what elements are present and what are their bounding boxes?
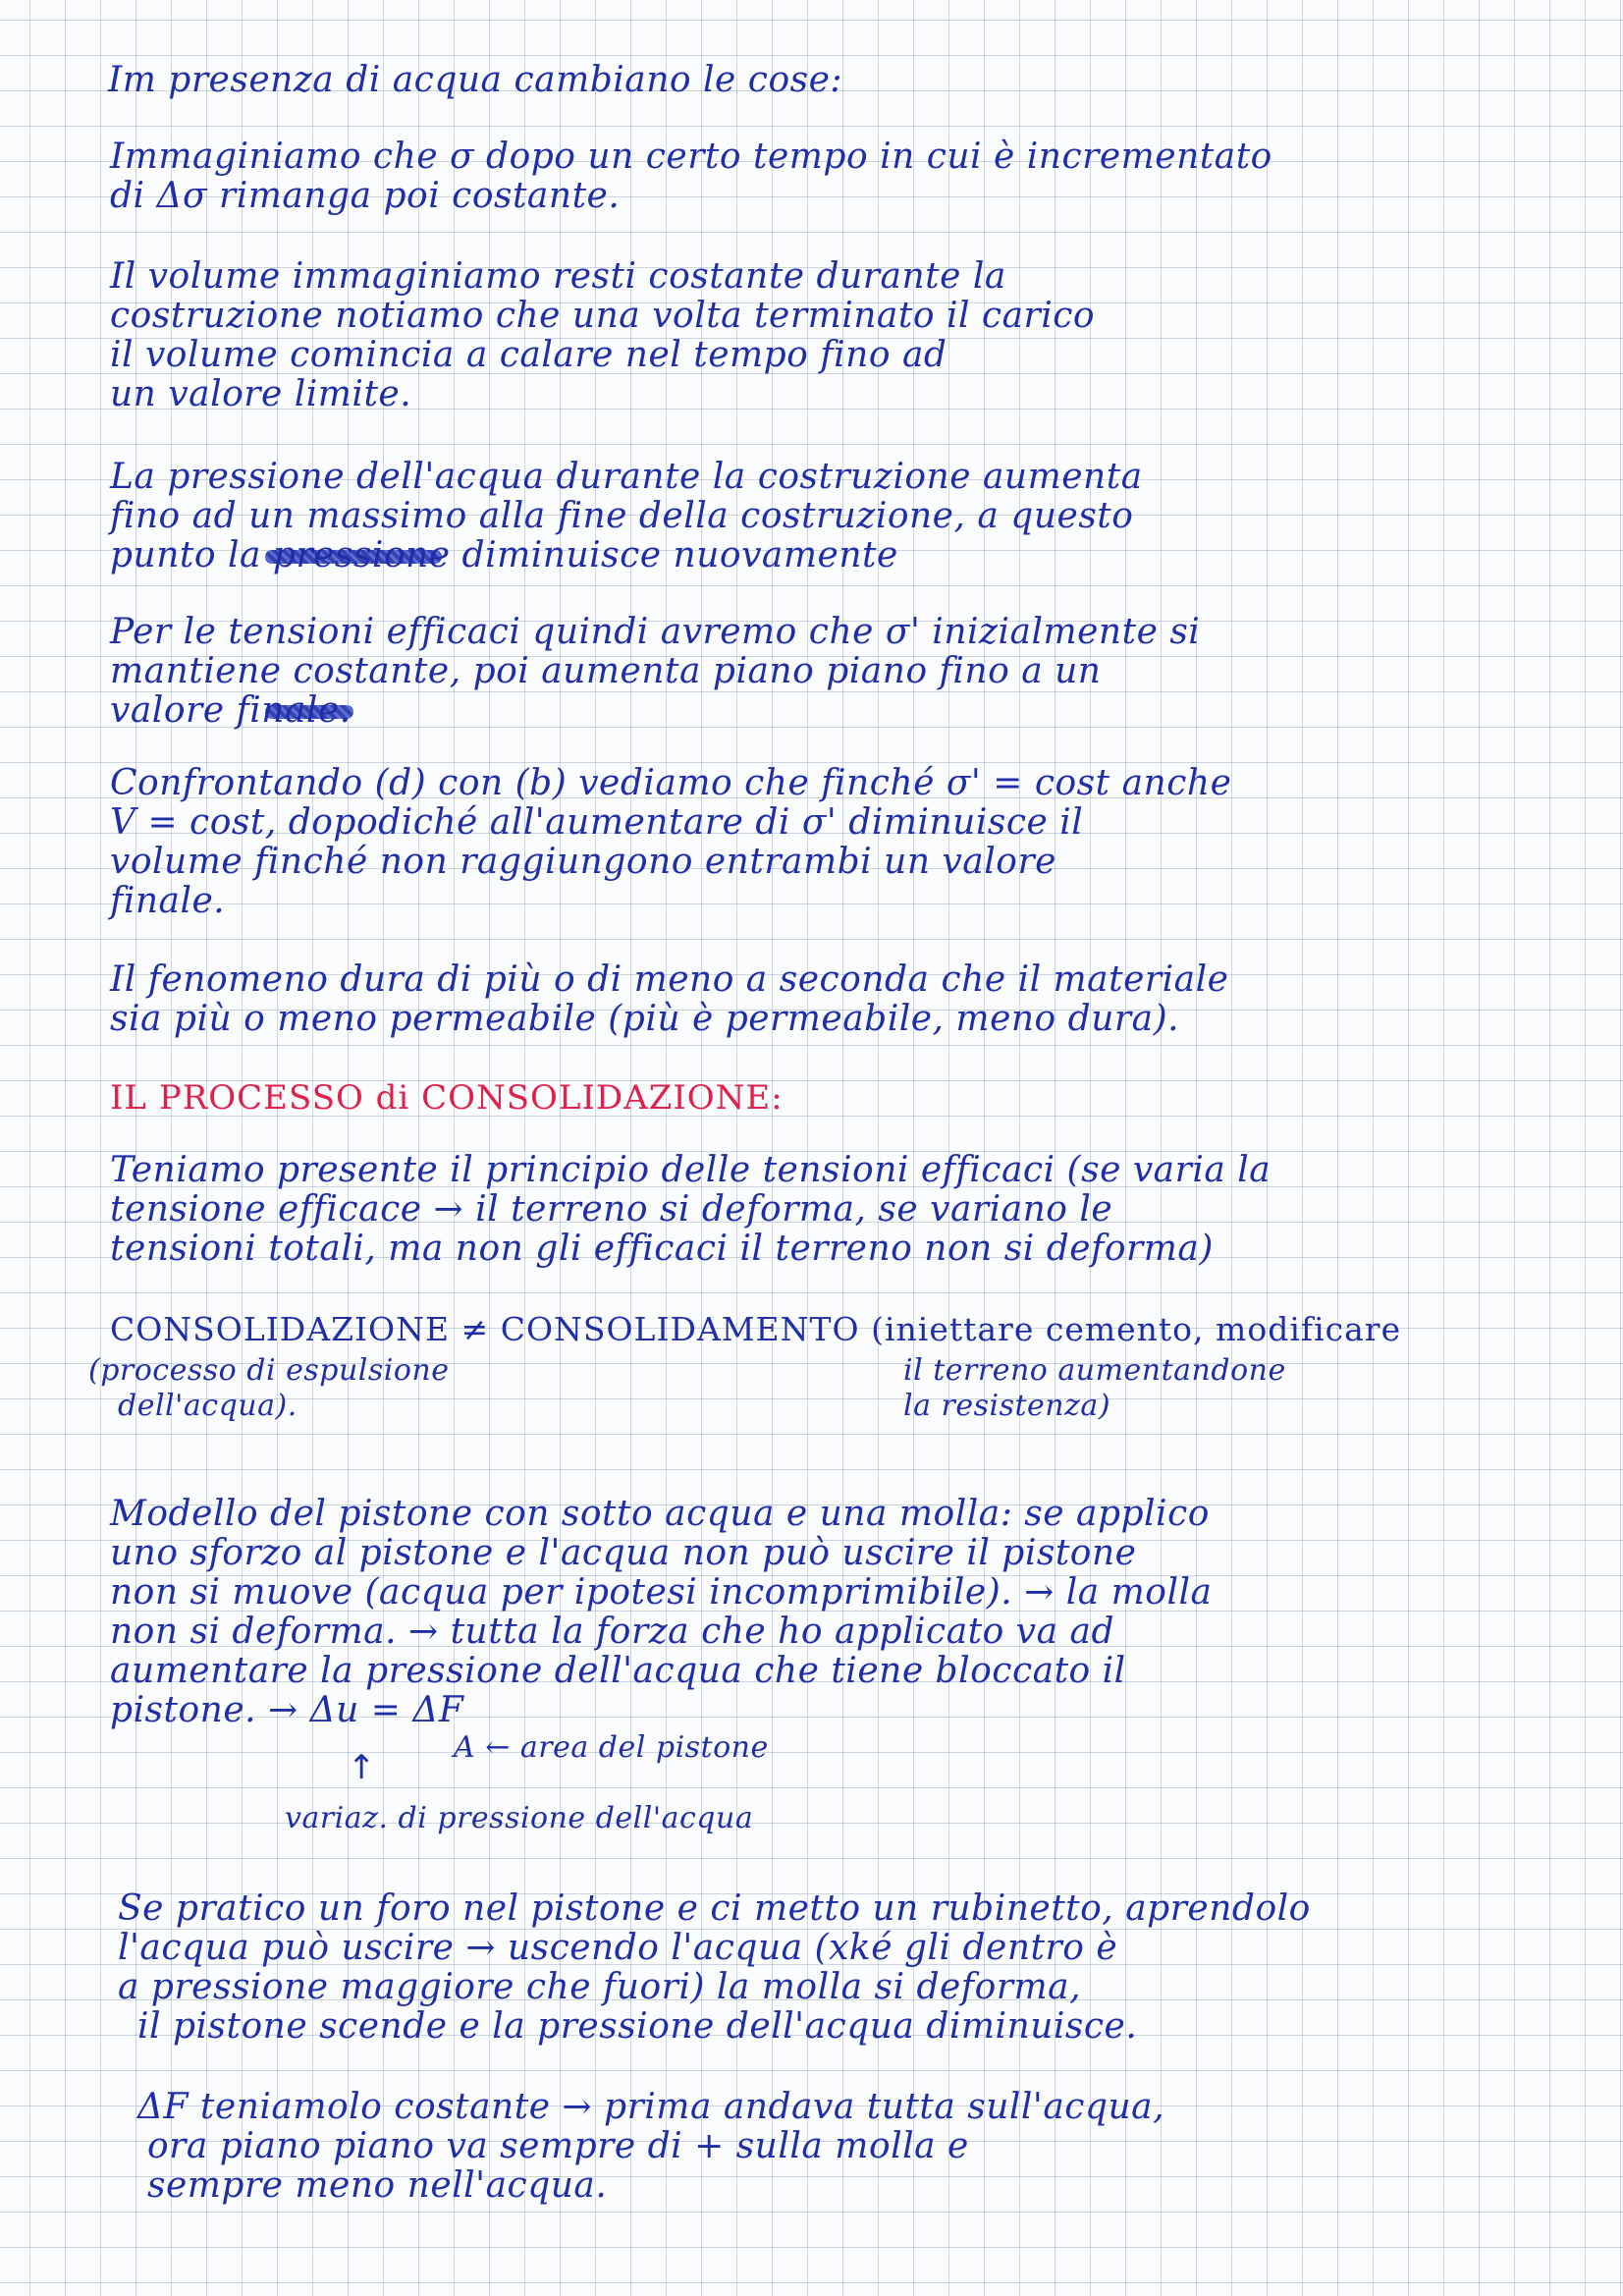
note-line: il pistone scende e la pressione dell'acqua diminuisce. bbox=[137, 2006, 1138, 2047]
note-line: non si deforma. → tutta la forza che ho applicato va ad bbox=[110, 1612, 1115, 1652]
note-line: uno sforzo al pistone e l'acqua non può uscire il pistone bbox=[110, 1533, 1137, 1573]
note-line: sia più o meno permeabile (più è permeabile, meno dura). bbox=[110, 999, 1180, 1039]
note-line: la resistenza) bbox=[903, 1389, 1111, 1423]
note-line: ΔF teniamolo costante → prima andava tutta sull'acqua, bbox=[137, 2087, 1165, 2127]
note-line: l'acqua può uscire → uscendo l'acqua (xké gli dentro è bbox=[118, 1928, 1118, 1968]
note-line: tensioni totali, ma non gli efficaci il terreno non si deforma) bbox=[110, 1229, 1214, 1269]
note-line: di Δσ rimanga poi costante. bbox=[110, 176, 621, 216]
note-line: non si muove (acqua per ipotesi incomprimibile). → la molla bbox=[110, 1572, 1213, 1613]
note-line: Teniamo presente il principio delle tensioni efficaci (se varia la bbox=[110, 1150, 1271, 1190]
note-line: (processo di espulsione bbox=[88, 1353, 450, 1388]
arrow-up-icon: ↑ bbox=[348, 1748, 376, 1787]
section-heading: IL PROCESSO di CONSOLIDAZIONE: bbox=[110, 1078, 784, 1118]
note-line: Il volume immaginiamo resti costante durante la bbox=[110, 256, 1006, 297]
note-line: il terreno aumentandone bbox=[903, 1353, 1286, 1388]
note-line: V = cost, dopodiché all'aumentare di σ' diminuisce il bbox=[110, 802, 1084, 843]
note-line: punto la pressione diminuisce nuovamente bbox=[110, 535, 898, 575]
note-line: CONSOLIDAZIONE ≠ CONSOLIDAMENTO (iniettare cemento, modificare bbox=[110, 1310, 1402, 1348]
note-line: fino ad un massimo alla fine della costruzione, a questo bbox=[110, 496, 1134, 536]
note-line: ora piano piano va sempre di + sulla molla e bbox=[147, 2126, 969, 2166]
note-line: dell'acqua). bbox=[118, 1389, 298, 1423]
note-line: Confrontando (d) con (b) vediamo che finché σ' = cost anche bbox=[110, 763, 1232, 803]
formula-note: variaz. di pressione dell'acqua bbox=[285, 1801, 754, 1835]
note-line: tensione efficace → il terreno si deforma, se variano le bbox=[110, 1189, 1113, 1230]
note-line: volume finché non raggiungono entrambi un valore bbox=[110, 842, 1056, 882]
note-line: mantiene costante, poi aumenta piano piano fino a un bbox=[110, 651, 1102, 691]
note-line: finale. bbox=[110, 881, 226, 921]
note-line: Modello del pistone con sotto acqua e una molla: se applico bbox=[110, 1494, 1210, 1534]
note-line: Per le tensioni efficaci quindi avremo che σ' inizialmente si bbox=[110, 612, 1201, 652]
note-line: Im presenza di acqua cambiano le cose: bbox=[108, 60, 843, 100]
formula-denominator: A ← area del pistone bbox=[454, 1730, 769, 1765]
note-line: valore finale. bbox=[110, 690, 352, 731]
note-line: Immaginiamo che σ dopo un certo tempo in cui è incrementato bbox=[110, 137, 1272, 177]
note-line: La pressione dell'acqua durante la costruzione aumenta bbox=[110, 457, 1143, 497]
note-line: un valore limite. bbox=[110, 374, 412, 414]
note-line: aumentare la pressione dell'acqua che tiene bloccato il bbox=[110, 1651, 1126, 1691]
note-line: Il fenomeno dura di più o di meno a seconda che il materiale bbox=[110, 959, 1229, 1000]
note-line: a pressione maggiore che fuori) la molla si deforma, bbox=[118, 1967, 1082, 2007]
note-line: pistone. → Δu = ΔF bbox=[110, 1690, 464, 1730]
note-line: costruzione notiamo che una volta terminato il carico bbox=[110, 296, 1096, 336]
note-line: il volume comincia a calare nel tempo fino ad bbox=[110, 335, 947, 375]
note-line: sempre meno nell'acqua. bbox=[147, 2165, 608, 2206]
note-line: Se pratico un foro nel pistone e ci metto un rubinetto, aprendolo bbox=[118, 1888, 1311, 1929]
